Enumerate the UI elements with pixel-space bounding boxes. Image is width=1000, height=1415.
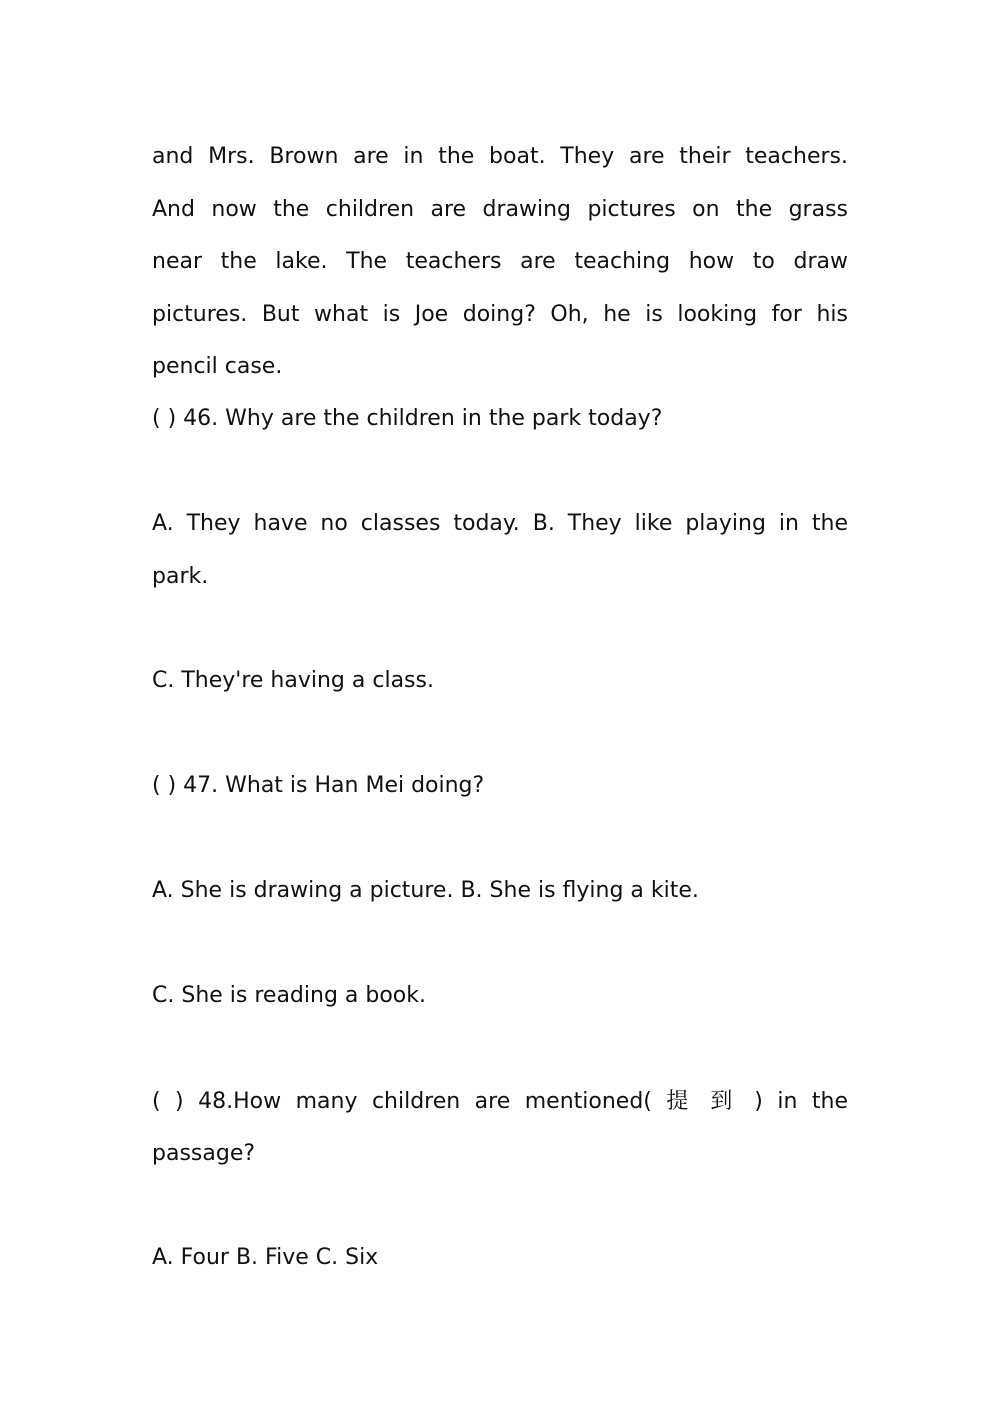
question-47-option-line: A. She is drawing a picture. B. She is flying a kite.: [152, 878, 699, 903]
passage-line: And now the children are drawing pictures on the grass: [152, 197, 848, 222]
question-48-stem: ( ) 48.How many children are mentioned( 提 到 ) in the: [152, 1089, 848, 1114]
question-46-option-line: A. They have no classes today. B. They like playing in the: [152, 511, 848, 536]
passage-line: pencil case.: [152, 354, 283, 379]
question-46-option-line: C. They're having a class.: [152, 668, 434, 693]
question-46-stem: ( ) 46. Why are the children in the park today?: [152, 406, 663, 431]
question-46-option-line: park.: [152, 564, 209, 589]
question-48-option-line: A. Four B. Five C. Six: [152, 1245, 379, 1270]
passage-line: and Mrs. Brown are in the boat. They are their teachers.: [152, 144, 848, 169]
question-48-stem: passage?: [152, 1141, 256, 1166]
passage-line: pictures. But what is Joe doing? Oh, he is looking for his: [152, 302, 848, 327]
question-47-stem: ( ) 47. What is Han Mei doing?: [152, 773, 485, 798]
passage-line: near the lake. The teachers are teaching how to draw: [152, 249, 848, 274]
question-47-option-line: C. She is reading a book.: [152, 983, 427, 1008]
